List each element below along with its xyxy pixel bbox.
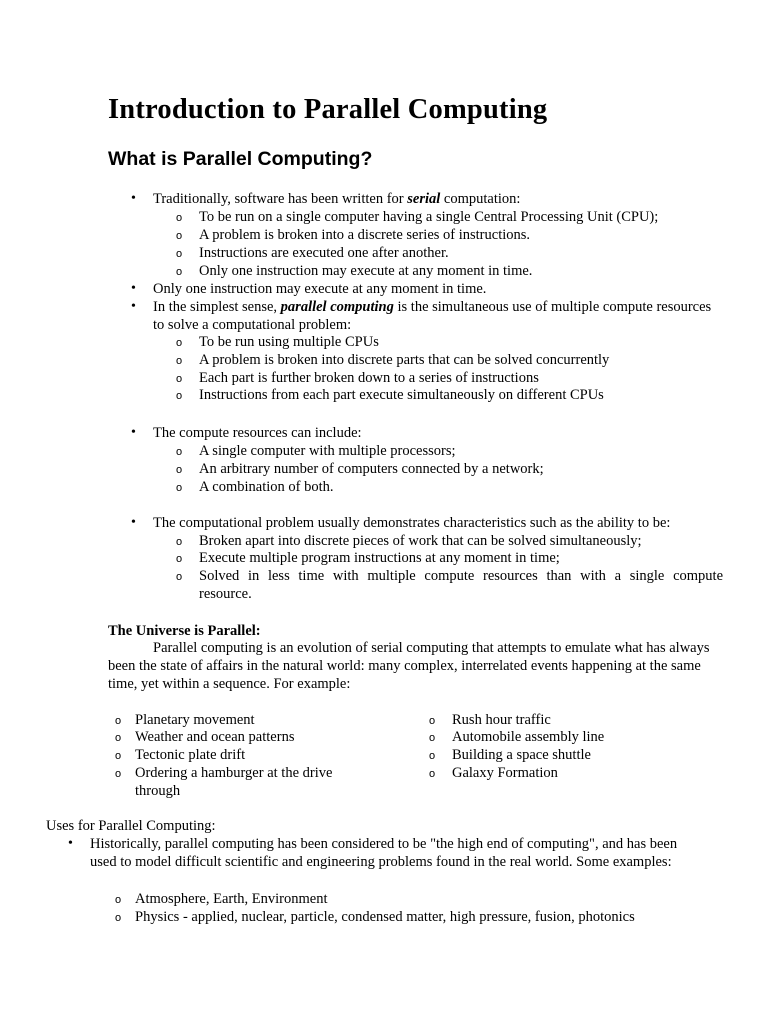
sub-bullet-item: o Physics - applied, nuclear, particle, condensed matter, high pressure, fusion, photonics — [135, 908, 635, 926]
sub-bullet-item: o To be run using multiple CPUs — [199, 333, 379, 351]
document-title: Introduction to Parallel Computing — [108, 94, 548, 125]
sub-bullet-item: o A problem is broken into a discrete series of instructions. — [199, 226, 530, 244]
universe-heading: The Universe is Parallel: — [108, 623, 261, 639]
sub-bullet-item: o To be run on a single computer having a single Central Processing Unit (CPU); — [199, 208, 658, 226]
example-item-left: o Planetary movement — [135, 711, 255, 729]
example-item-right: o Building a space shuttle — [452, 746, 591, 764]
paragraph-line: been the state of affairs in the natural world: many complex, interrelated events happening at the same — [108, 658, 701, 674]
example-item-left: o Ordering a hamburger at the drive — [135, 764, 332, 782]
sub-bullet-item: o Instructions from each part execute simultaneously on different CPUs — [199, 386, 604, 404]
uses-heading: Uses for Parallel Computing: — [46, 818, 216, 834]
sub-bullet-item: o Atmosphere, Earth, Environment — [135, 890, 327, 908]
bullet-item: • Historically, parallel computing has been considered to be "the high end of computing", and has been — [90, 835, 677, 853]
sub-bullet-continuation: resource. — [199, 586, 252, 602]
bullet-continuation: used to model difficult scientific and engineering problems found in the real world. Some examples: — [90, 854, 672, 870]
emphasis-serial: serial — [407, 191, 441, 207]
example-item-continuation: through — [135, 783, 181, 799]
sub-bullet-item: o Instructions are executed one after another. — [199, 244, 449, 262]
sub-bullet-item: o Broken apart into discrete pieces of work that can be solved simultaneously; — [199, 532, 642, 550]
example-item-left: o Weather and ocean patterns — [135, 728, 294, 746]
sub-bullet-item: o A combination of both. — [199, 478, 334, 496]
sub-bullet-item: o A single computer with multiple processors; — [199, 442, 456, 460]
section-heading: What is Parallel Computing? — [108, 148, 373, 170]
bullet-item: • Traditionally, software has been written for serial computation: — [153, 190, 520, 208]
bullet-item: • The compute resources can include: — [153, 424, 362, 442]
sub-bullet-item: o Each part is further broken down to a series of instructions — [199, 369, 539, 387]
bullet-continuation: to solve a computational problem: — [153, 317, 352, 333]
paragraph-line: time, yet within a sequence. For example: — [108, 676, 351, 692]
example-item-right: o Automobile assembly line — [452, 728, 604, 746]
bullet-item: • Only one instruction may execute at any moment in time. — [153, 280, 486, 298]
example-item-right: o Rush hour traffic — [452, 711, 551, 729]
paragraph-line: Parallel computing is an evolution of serial computing that attempts to emulate what has always — [153, 640, 710, 656]
example-item-right: o Galaxy Formation — [452, 764, 558, 782]
example-item-left: o Tectonic plate drift — [135, 746, 245, 764]
sub-bullet-item: o An arbitrary number of computers connected by a network; — [199, 460, 544, 478]
sub-bullet-item: o Execute multiple program instructions at any moment in time; — [199, 549, 560, 567]
sub-bullet-item: o Only one instruction may execute at any moment in time. — [199, 262, 532, 280]
bullet-item: • The computational problem usually demonstrates characteristics such as the ability to be: — [153, 514, 670, 532]
sub-bullet-item: o Solved in less time with multiple compute resources than with a single compute — [199, 567, 723, 585]
sub-bullet-item: o A problem is broken into discrete parts that can be solved concurrently — [199, 351, 609, 369]
emphasis-parallel-computing: parallel computing — [280, 299, 394, 315]
bullet-item: • In the simplest sense, parallel computing is the simultaneous use of multiple compute resources — [153, 298, 711, 316]
